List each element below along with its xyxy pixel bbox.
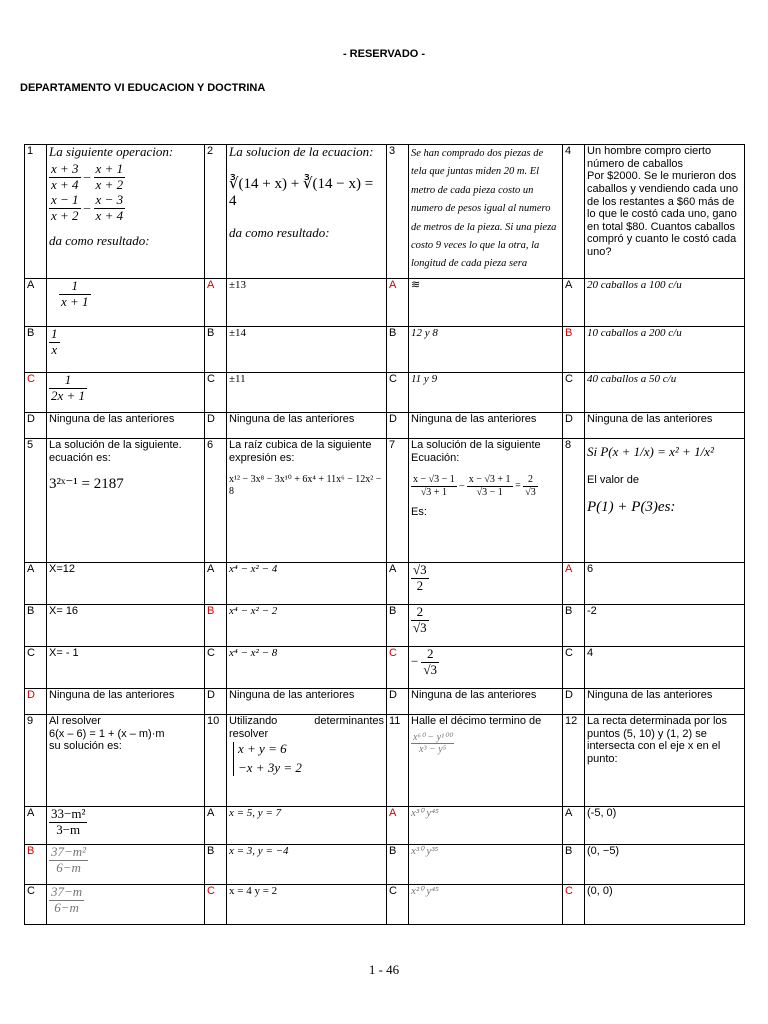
option-text: ±11 bbox=[227, 373, 387, 413]
option-cell bbox=[47, 807, 205, 845]
equation-1: x + y = 6 bbox=[238, 741, 287, 757]
option-text: -2 bbox=[585, 605, 745, 647]
option-letter: A bbox=[205, 279, 227, 327]
option-text: 6 bbox=[585, 563, 745, 605]
option-letter: B bbox=[563, 605, 585, 647]
option-text: (0, −5) bbox=[585, 845, 745, 885]
option-letter: D bbox=[563, 413, 585, 439]
option-text: Ninguna de las anteriores bbox=[585, 689, 745, 715]
option-cell bbox=[47, 373, 205, 413]
question-prompt: La solucion de la ecuacion: bbox=[229, 144, 374, 159]
option-text: ±13 bbox=[227, 279, 387, 327]
questions-table bbox=[24, 144, 745, 925]
option-numerator: 1 bbox=[59, 279, 91, 295]
option-text: ≋ bbox=[409, 279, 563, 327]
option-letter: A bbox=[563, 807, 585, 845]
option-denominator: x + 1 bbox=[61, 293, 89, 309]
expr-term: √3 bbox=[525, 486, 536, 498]
option-numerator: 37−m² bbox=[51, 844, 87, 859]
option-text: x⁴ − x² − 2 bbox=[227, 605, 387, 647]
option-text: Ninguna de las anteriores bbox=[585, 413, 745, 439]
equation-system bbox=[233, 742, 384, 776]
option-letter: A bbox=[205, 807, 227, 845]
option-cell bbox=[47, 885, 205, 925]
equation-2: −x + 3y = 2 bbox=[238, 760, 302, 776]
question-mid-text: El valor de bbox=[587, 473, 639, 486]
option-row-d bbox=[25, 689, 745, 715]
option-letter: D bbox=[387, 689, 409, 715]
option-letter: C bbox=[205, 373, 227, 413]
option-cell bbox=[47, 327, 205, 373]
option-text: 11 y 9 bbox=[409, 373, 563, 413]
question-expression: x¹² − 3x⁸ − 3x¹⁰ + 6x⁴ + 11x⁶ − 12x² − 8 bbox=[229, 474, 382, 497]
option-letter: B bbox=[25, 845, 47, 885]
option-text: x = 5, y = 7 bbox=[227, 807, 387, 845]
expr-term: x − √3 − 1 bbox=[413, 474, 455, 486]
option-letter: C bbox=[205, 647, 227, 689]
option-letter: C bbox=[563, 373, 585, 413]
option-letter: C bbox=[25, 647, 47, 689]
option-letter: B bbox=[387, 327, 409, 373]
option-row-a bbox=[25, 807, 745, 845]
option-denominator: √3 bbox=[423, 661, 438, 677]
option-letter: D bbox=[205, 413, 227, 439]
expr-term: √3 − 1 bbox=[476, 486, 503, 498]
expr-term: 2 bbox=[523, 474, 538, 487]
option-letter: A bbox=[387, 279, 409, 327]
expr-term: x + 4 bbox=[95, 207, 124, 223]
expr-term: x + 2 bbox=[51, 207, 79, 223]
question-prompt: Se han comprado dos piezas de tela que juntas miden 20 m. El metro de cada pieza costo un numero de pesos igual al numero de metros de la pieza. Si una pieza costo 9 veces lo que la otra, la longitud de cada pieza sera bbox=[411, 148, 557, 270]
question-number: 12 bbox=[563, 715, 585, 807]
question-number: 3 bbox=[387, 145, 409, 279]
question-tail: da como resultado: bbox=[49, 232, 150, 248]
expr-term: √3 + 1 bbox=[420, 486, 447, 498]
option-row-b bbox=[25, 605, 745, 647]
expr-term: x − 3 bbox=[95, 191, 124, 207]
option-denominator: 2x + 1 bbox=[51, 387, 86, 403]
option-row-b bbox=[25, 845, 745, 885]
option-letter: A bbox=[25, 563, 47, 605]
option-text: 12 y 8 bbox=[409, 327, 563, 373]
expr-term: x − 1 bbox=[51, 191, 79, 207]
option-letter: C bbox=[387, 647, 409, 689]
option-letter: B bbox=[205, 845, 227, 885]
option-letter: D bbox=[25, 689, 47, 715]
option-letter: C bbox=[25, 373, 47, 413]
department-title: DEPARTAMENTO VI EDUCACION Y DOCTRINA bbox=[20, 82, 266, 94]
option-cell bbox=[409, 647, 563, 689]
question-prompt: La solución de la siguiente. ecuación es: bbox=[49, 439, 182, 464]
question-3-cell bbox=[409, 145, 563, 279]
option-row-a bbox=[25, 279, 745, 327]
option-row-a bbox=[25, 563, 745, 605]
option-numerator: √3 bbox=[413, 562, 427, 577]
question-expression-2: P(1) + P(3)es: bbox=[587, 498, 676, 515]
question-row-3 bbox=[25, 715, 745, 807]
question-10-cell bbox=[227, 715, 387, 807]
question-4-cell bbox=[585, 145, 745, 279]
option-text: X= - 1 bbox=[47, 647, 205, 689]
option-letter: C bbox=[25, 885, 47, 925]
question-6-cell bbox=[227, 439, 387, 563]
option-letter: B bbox=[25, 327, 47, 373]
question-number: 4 bbox=[563, 145, 585, 279]
question-11-cell bbox=[409, 715, 563, 807]
option-text: Ninguna de las anteriores bbox=[227, 413, 387, 439]
classification-header: - RESERVADO - bbox=[342, 48, 426, 60]
expr-term: x³ − y⁵ bbox=[419, 744, 447, 756]
question-prompt: La solución de la siguiente Ecuación: bbox=[411, 439, 541, 464]
question-2-cell bbox=[227, 145, 387, 279]
option-letter: A bbox=[25, 807, 47, 845]
option-text: (0, 0) bbox=[585, 885, 745, 925]
question-number: 2 bbox=[205, 145, 227, 279]
option-cell bbox=[47, 279, 205, 327]
option-letter: B bbox=[205, 327, 227, 373]
option-letter: C bbox=[563, 647, 585, 689]
option-text: x³⁰ y³⁵ bbox=[409, 845, 563, 885]
option-text: Ninguna de las anteriores bbox=[47, 413, 205, 439]
question-tail: da como resultado: bbox=[229, 225, 330, 241]
option-row-c bbox=[25, 647, 745, 689]
option-denominator: 6−m bbox=[56, 859, 81, 875]
option-text: (-5, 0) bbox=[585, 807, 745, 845]
question-prompt: Halle el décimo termino de bbox=[411, 715, 542, 727]
question-number: 6 bbox=[205, 439, 227, 563]
question-prompt: Utilizando determinantes resolver bbox=[229, 715, 384, 740]
question-prompt: La recta determinada por los puntos (5, 10) y (1, 2) se intersecta con el eje x en el punto: bbox=[585, 715, 745, 807]
option-letter: D bbox=[563, 689, 585, 715]
option-letter: A bbox=[387, 563, 409, 605]
option-letter: B bbox=[387, 845, 409, 885]
option-numerator: 2 bbox=[421, 647, 439, 663]
question-tail: Es: bbox=[411, 506, 427, 519]
question-7-cell bbox=[409, 439, 563, 563]
option-row-c bbox=[25, 885, 745, 925]
question-row-1 bbox=[25, 145, 745, 279]
expr-term: x − √3 + 1 bbox=[468, 474, 511, 486]
option-text: 10 caballos a 200 c/u bbox=[585, 327, 745, 373]
option-letter: A bbox=[387, 807, 409, 845]
option-denominator: 3−m bbox=[56, 821, 81, 837]
question-number: 8 bbox=[563, 439, 585, 563]
expr-term: x + 1 bbox=[95, 160, 124, 176]
question-number: 5 bbox=[25, 439, 47, 563]
option-denominator: 6−m bbox=[54, 899, 79, 915]
option-text: 40 caballos a 50 c/u bbox=[585, 373, 745, 413]
question-expression: Si P(x + 1/x) = x² + 1/x² bbox=[587, 444, 714, 459]
option-text: x⁴ − x² − 8 bbox=[227, 647, 387, 689]
question-row-2 bbox=[25, 439, 745, 563]
question-expression: 3²ˣ⁻¹ = 2187 bbox=[49, 476, 124, 493]
option-denominator: x bbox=[51, 341, 58, 357]
option-letter: B bbox=[205, 605, 227, 647]
expr-term: x⁶⁰ − y¹⁰⁰ bbox=[413, 731, 453, 743]
option-prefix: − bbox=[411, 653, 419, 669]
option-letter: C bbox=[563, 885, 585, 925]
question-number: 9 bbox=[25, 715, 47, 807]
option-row-d bbox=[25, 413, 745, 439]
option-numerator: 1 bbox=[49, 373, 87, 389]
question-number: 7 bbox=[387, 439, 409, 563]
option-letter: B bbox=[563, 845, 585, 885]
expr-term: x + 2 bbox=[95, 176, 124, 192]
option-text: x²⁰ y⁴⁵ bbox=[409, 885, 563, 925]
option-letter: C bbox=[387, 373, 409, 413]
question-prompt: La raíz cubica de la siguiente expresión es: bbox=[229, 439, 372, 464]
option-cell bbox=[409, 605, 563, 647]
question-number: 10 bbox=[205, 715, 227, 807]
option-denominator: √3 bbox=[413, 619, 427, 635]
option-text: Ninguna de las anteriores bbox=[227, 689, 387, 715]
option-numerator: 33−m² bbox=[51, 806, 86, 821]
option-numerator: 37−m bbox=[51, 884, 83, 899]
option-cell bbox=[47, 845, 205, 885]
question-7-expression: $\frac{x - √3 - 1}{√3 + 1}$ – $\frac{x - √3 + 1}{√3 - 1}$ = $\frac{2}{√3}$ bbox=[413, 474, 536, 498]
option-text: 20 caballos a 100 c/u bbox=[585, 279, 745, 327]
page-number: 1 - 46 bbox=[368, 962, 400, 977]
question-prompt: La siguiente operacion: bbox=[49, 144, 174, 159]
option-text: x³⁰ y⁴⁵ bbox=[409, 807, 563, 845]
option-letter: A bbox=[563, 563, 585, 605]
option-text: Ninguna de las anteriores bbox=[409, 413, 563, 439]
option-letter: A bbox=[25, 279, 47, 327]
option-letter: B bbox=[25, 605, 47, 647]
option-letter: C bbox=[387, 885, 409, 925]
option-text: X= 16 bbox=[47, 605, 205, 647]
option-text: x = 4 y = 2 bbox=[227, 885, 387, 925]
option-letter: D bbox=[205, 689, 227, 715]
option-letter: A bbox=[205, 563, 227, 605]
question-prompt: Un hombre compro cierto número de caballos Por $2000. Se le murieron dos caballos y vendiendo cada uno de los restantes a $60 más de lo que le costó cada uno, gano en total $80. Cuantos caballos compró y cuanto le costó cada uno? bbox=[587, 145, 739, 259]
option-text: Ninguna de las anteriores bbox=[409, 689, 563, 715]
question-expression: ∛(14 + x) + ∛(14 − x) = 4 bbox=[229, 175, 374, 210]
option-letter: D bbox=[25, 413, 47, 439]
question-1-cell bbox=[47, 145, 205, 279]
question-5-cell bbox=[47, 439, 205, 563]
option-text: 4 bbox=[585, 647, 745, 689]
option-row-b bbox=[25, 327, 745, 373]
option-letter: B bbox=[387, 605, 409, 647]
option-denominator: 2 bbox=[416, 577, 424, 593]
option-text: X=12 bbox=[47, 563, 205, 605]
option-numerator: 1 bbox=[51, 326, 58, 341]
option-cell bbox=[409, 563, 563, 605]
option-letter: D bbox=[387, 413, 409, 439]
option-text: x = 3, y = −4 bbox=[227, 845, 387, 885]
question-number: 11 bbox=[387, 715, 409, 807]
option-numerator: 2 bbox=[411, 605, 429, 621]
question-1-expression: $\frac{x + 3}{x + 4}$ – $\frac{x + 1}{x + 2}$ $\frac{x - 1}{x + 2}$ – $\frac{x - 3}{x + 4}$ bbox=[51, 160, 124, 223]
question-8-cell bbox=[585, 439, 745, 563]
option-letter: C bbox=[205, 885, 227, 925]
option-text: x⁴ − x² − 4 bbox=[227, 563, 387, 605]
option-row-c bbox=[25, 373, 745, 413]
question-prompt: Al resolver 6(x – 6) = 1 + (x – m)·m su solución es: bbox=[47, 715, 205, 807]
option-letter: A bbox=[563, 279, 585, 327]
option-text: Ninguna de las anteriores bbox=[47, 689, 205, 715]
option-letter: B bbox=[563, 327, 585, 373]
expr-term: x + 4 bbox=[51, 176, 79, 192]
option-text: ±14 bbox=[227, 327, 387, 373]
expr-term: x + 3 bbox=[51, 160, 79, 176]
question-number: 1 bbox=[25, 145, 47, 279]
